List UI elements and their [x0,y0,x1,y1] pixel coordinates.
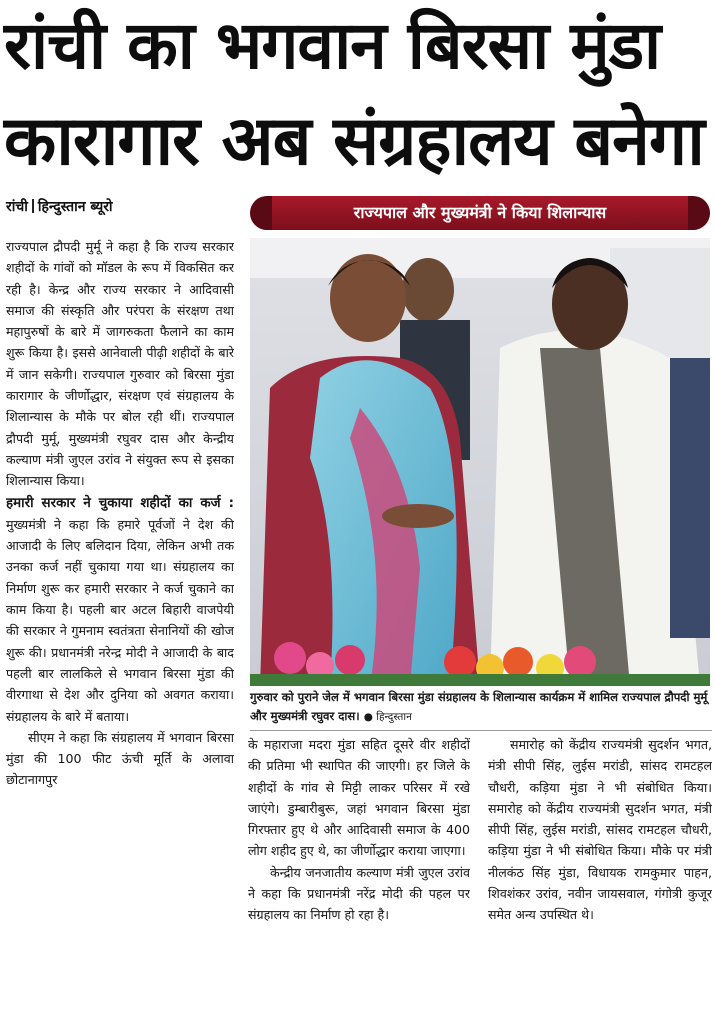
article-paragraph-text: समारोह को केंद्रीय राज्यमंत्री सुदर्शन भगत, मंत्री सीपी सिंह, लुईस मरांडी, सांसद रामटहल चौधरी, कड़िया मुंडा ने भी संबोधित किया। समारोह को केंद्रीय राज्यमंत्री सुदर्शन भगत, मंत्री सीपी सिंह, लुईस मरांडी, सांसद रामटहल चौधरी, कड़िया मुंडा ने भी संबोधित किया। मौके पर मंत्री नीलकंठ सिंह मुंडा, विधायक रामकुमार पाहन, शिवशंकर उरांव, नवीन जायसवाल, गंगोत्री कुजूर समेत अन्य उपस्थित थे। [488,737,712,923]
photo-credit: ● हिन्दुस्तान [363,711,412,723]
article-paragraph [488,734,712,926]
headline [0,0,715,192]
headline-line-1: रांची का भगवान बिरसा मुंडा [4,7,661,84]
article-subhead: हमारी सरकार ने चुकाया शहीदों का कर्ज : [6,495,234,511]
section-banner [250,196,710,230]
dateline-bureau: हिन्दुस्तान ब्यूरो [37,199,113,215]
photo-caption [250,688,712,727]
dateline-place: रांची [6,199,28,215]
dateline [6,197,113,216]
article-paragraph [248,862,470,926]
article-paragraph [6,727,234,791]
article-column-3 [488,734,712,1016]
news-photo [250,238,710,686]
article-column-2 [248,734,470,1016]
caption-divider [250,730,712,731]
article-paragraph-text: मुख्यमंत्री ने कहा कि हमारे पूर्वजों ने देश की आजादी के लिए बलिदान दिया, लेकिन अभी तक उनका कर्ज नहीं चुकाया गया था। संग्रहालय का निर्माण शुरू कर हमारी सरकार ने कर्ज चुकाने का काम किया है। पहली बार अटल बिहारी वाजपेयी की सरकार ने गुमनाम स्वतंत्रता सेनानियों की खोज शुरू की। प्रधानमंत्री नरेन्द्र मोदी ने आजादी के बाद पहली बार लालकिले से भगवान बिरसा मुंडा की वीरगाथा से देश और दुनिया को अवगत कराया। संग्रहालय के बारे में बताया। [6,516,234,724]
dateline-separator [32,199,34,213]
headline-line-2: कारागार अब संग्रहालय बनेगा [4,102,704,181]
article-paragraph-text: केन्द्रीय जनजातीय कल्याण मंत्री जुएल उरांव ने कहा कि प्रधानमंत्री नरेंद्र मोदी की पहल पर संग्रहालय का निर्माण हो रहा है। [248,864,470,923]
banner-text: राज्यपाल और मुख्यमंत्री ने किया शिलान्यास [353,203,607,222]
article-column-1 [6,236,234,1016]
article-paragraph: राज्यपाल द्रौपदी मुर्मू ने कहा है कि राज्य सरकार शहीदों के गांवों को मॉडल के रूप में विकसित कर रही है। केन्द्र और राज्य सरकार ने आदिवासी समाज की संस्कृति और परंपरा के संरक्षण तथा महापुरुषों के बारे में जागरुकता फैलाने का काम शुरू किया है। इससे आनेवाली पीढ़ी शहीदों के बारे में जान सकेगी। राज्यपाल गुरुवार को बिरसा मुंडा कारागार के जीर्णोद्धार, संरक्षण एवं संग्रहालय के शिलान्यास के मौके पर बोल रही थीं। राज्यपाल द्रौपदी मुर्मू, मुख्यमंत्री रघुवर दास और केन्द्रीय कल्याण मंत्री जुएल उरांव ने संयुक्त रूप से इसका शिलान्यास किया। [6,239,234,489]
article-paragraph-with-subhead [6,492,234,727]
photo-caption-text: गुरुवार को पुराने जेल में भगवान बिरसा मुंडा संग्रहालय के शिलान्यास कार्यक्रम में शामिल राज्यपाल द्रौपदी मुर्मू और मुख्यमंत्री रघुवर दास। [250,690,708,723]
article-paragraph-text: सीएम ने कहा कि संग्रहालय में भगवान बिरसा मुंडा की 100 फीट ऊंची मूर्ति के अलावा छोटानागपुर [6,729,234,788]
news-photo-illustration [250,238,710,686]
article-paragraph: के महाराजा मदरा मुंडा सहित दूसरे वीर शहीदों की प्रतिमा भी स्थापित की जाएगी। हर जिले के शहीदों के गांव से मिट्टी लाकर परिसर में रखे जाएंगे। डुम्बारीबुरू, जहां भगवान बिरसा मुंडा गिरफ्तार हुए थे और आदिवासी समाज के 400 लोग शहीद हुए थे, का जीर्णोद्धार कराया जाएगा। [248,737,470,859]
